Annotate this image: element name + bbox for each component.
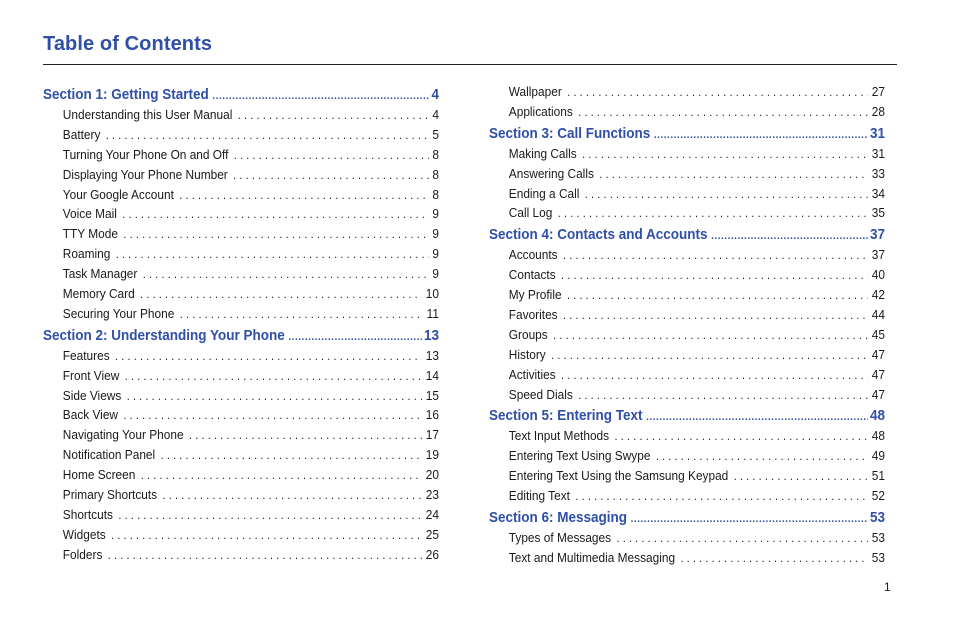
page-ref: 28 (871, 103, 885, 119)
dot-leader (180, 307, 423, 321)
page-ref: 52 (871, 488, 885, 504)
toc-right-column (489, 85, 885, 570)
entry-title: Understanding this User Manual (62, 107, 233, 122)
toc-entry[interactable] (489, 247, 885, 267)
page-ref: 19 (425, 447, 439, 463)
toc-entry[interactable] (489, 387, 885, 407)
page-ref: 48 (869, 407, 885, 425)
page-ref: 37 (869, 226, 885, 244)
entry-title: Your Google Account (62, 186, 174, 202)
dot-leader (115, 349, 422, 363)
page-ref: 44 (871, 307, 885, 323)
dot-leader (122, 207, 428, 221)
entry-title: Editing Text (508, 488, 570, 504)
dot-leader (125, 369, 422, 383)
section-title: Section 4: Contacts and Accounts (489, 226, 708, 244)
dot-leader (567, 288, 868, 302)
dot-leader (680, 551, 868, 565)
entry-title: Wallpaper (508, 84, 562, 99)
entry-title: Applications (508, 103, 573, 119)
entry-title: Answering Calls (508, 165, 594, 181)
dot-leader (646, 411, 868, 423)
dot-leader (561, 368, 868, 382)
dot-leader (238, 108, 429, 122)
entry-title: Call Log (508, 205, 553, 221)
dot-leader (123, 408, 422, 422)
page-ref: 8 (432, 166, 439, 182)
dot-leader (212, 90, 429, 102)
entry-title: Battery (62, 126, 101, 142)
page-ref: 23 (425, 487, 439, 503)
page-ref: 26 (425, 546, 439, 562)
toc-entry[interactable] (43, 427, 439, 447)
dot-leader (582, 147, 868, 161)
toc-entry[interactable] (489, 327, 885, 347)
entry-title: History (508, 346, 546, 362)
page-title: Table of Contents (43, 33, 213, 55)
dot-leader (161, 448, 423, 462)
toc-entry[interactable] (489, 448, 885, 468)
toc-entry[interactable] (43, 107, 439, 127)
page-ref: 47 (871, 346, 885, 362)
page-ref: 24 (425, 506, 439, 522)
dot-leader (654, 129, 868, 141)
entry-title: Speed Dials (508, 386, 573, 402)
entry-title: Types of Messages (508, 530, 612, 546)
dot-leader (563, 248, 868, 262)
entry-title: Groups (508, 326, 548, 342)
entry-title: Ending a Call (508, 185, 580, 201)
dot-leader (561, 268, 868, 282)
entry-title: Side Views (62, 387, 122, 403)
toc-entry[interactable] (489, 550, 885, 570)
toc-entry[interactable] (43, 467, 439, 487)
toc-entry[interactable] (43, 226, 439, 246)
entry-title: Accounts (508, 247, 558, 263)
dot-leader (179, 188, 428, 202)
page-ref: 9 (432, 226, 439, 242)
toc-entry[interactable] (43, 447, 439, 467)
toc-entry[interactable] (43, 507, 439, 527)
entry-title: Making Calls (508, 145, 577, 161)
page-ref: 47 (871, 366, 885, 382)
toc-entry[interactable] (43, 527, 439, 547)
dot-leader (585, 187, 868, 201)
dot-leader (127, 389, 422, 403)
section-title: Section 5: Entering Text (489, 407, 643, 425)
toc-entry[interactable] (43, 368, 439, 388)
toc-entry[interactable] (489, 488, 885, 508)
dot-leader (614, 429, 868, 443)
toc-left-column (43, 85, 439, 567)
entry-title: Notification Panel (62, 447, 156, 463)
entry-title: Activities (508, 366, 556, 382)
page-ref: 49 (871, 448, 885, 464)
toc-entry[interactable] (43, 388, 439, 408)
page-ref: 53 (871, 530, 885, 546)
toc-entry[interactable] (43, 246, 439, 266)
entry-title: Navigating Your Phone (62, 427, 184, 443)
dot-leader (599, 167, 868, 181)
entry-title: Back View (62, 407, 118, 423)
page-ref: 14 (425, 367, 439, 383)
toc-entry[interactable] (43, 127, 439, 147)
page-ref: 31 (869, 124, 885, 142)
page-ref: 33 (871, 165, 885, 181)
dot-leader (558, 206, 868, 220)
toc-entry[interactable] (489, 205, 885, 225)
page-ref: 11 (426, 305, 439, 321)
page-ref: 51 (871, 468, 885, 484)
toc-entry[interactable] (43, 348, 439, 368)
dot-leader (288, 331, 422, 343)
entry-title: Home Screen (62, 467, 136, 483)
section-title: Section 6: Messaging (489, 509, 628, 527)
toc-section-heading[interactable] (489, 125, 885, 146)
dot-leader (553, 328, 868, 342)
dot-leader (563, 308, 868, 322)
page-ref: 53 (869, 509, 885, 527)
page-ref: 10 (425, 286, 439, 302)
page-ref: 13 (423, 326, 439, 344)
toc-entry[interactable] (43, 547, 439, 567)
dot-leader (141, 468, 422, 482)
entry-title: Entering Text Using the Samsung Keypad (508, 468, 729, 484)
entry-title: Text and Multimedia Messaging (508, 549, 676, 565)
toc-entry[interactable] (489, 84, 885, 104)
page-ref: 37 (871, 247, 885, 263)
toc-entry[interactable] (489, 267, 885, 287)
page-ref: 4 (432, 107, 439, 122)
dot-leader (233, 168, 429, 182)
page-ref: 15 (425, 387, 439, 403)
entry-title: Memory Card (62, 286, 135, 302)
toc-entry[interactable] (43, 206, 439, 226)
dot-leader (578, 388, 868, 402)
entry-title: Displaying Your Phone Number (62, 166, 228, 182)
entry-title: Securing Your Phone (62, 305, 175, 321)
toc-entry[interactable] (489, 530, 885, 550)
entry-title: Shortcuts (62, 506, 113, 522)
toc-entry[interactable] (489, 186, 885, 206)
section-title: Section 2: Understanding Your Phone (43, 326, 285, 344)
page-ref: 34 (871, 185, 885, 201)
page-ref: 5 (432, 126, 439, 142)
dot-leader (118, 508, 422, 522)
toc-entry[interactable] (489, 287, 885, 307)
toc-entry[interactable] (489, 428, 885, 448)
dot-leader (123, 227, 428, 241)
toc-entry[interactable] (43, 147, 439, 167)
toc-entry[interactable] (43, 187, 439, 207)
entry-title: Entering Text Using Swype (508, 448, 651, 464)
page-ref: 17 (425, 427, 439, 443)
toc-entry[interactable] (489, 104, 885, 124)
entry-title: My Profile (508, 287, 562, 303)
title-divider (43, 64, 897, 65)
page-ref: 25 (425, 526, 439, 542)
entry-title: Primary Shortcuts (62, 487, 158, 503)
toc-section-heading[interactable] (489, 226, 885, 247)
page-ref: 9 (432, 246, 439, 262)
toc-entry[interactable] (489, 347, 885, 367)
dot-leader (578, 105, 868, 119)
dot-leader (111, 528, 422, 542)
dot-leader (116, 247, 429, 261)
entry-title: Roaming (62, 246, 111, 262)
page-ref: 40 (871, 267, 885, 283)
toc-section-heading[interactable] (489, 407, 885, 428)
entry-title: TTY Mode (62, 226, 118, 242)
toc-entry[interactable] (43, 286, 439, 306)
page-ref: 13 (425, 347, 439, 363)
entry-title: Task Manager (62, 266, 138, 282)
dot-leader (163, 488, 423, 502)
toc-entry[interactable] (489, 468, 885, 488)
dot-leader (234, 148, 429, 162)
page-ref: 9 (432, 206, 439, 222)
entry-title: Features (62, 347, 110, 363)
toc-section-heading[interactable] (43, 86, 439, 107)
page-ref: 53 (871, 549, 885, 565)
entry-title: Text Input Methods (508, 428, 610, 444)
page-ref: 9 (432, 266, 439, 282)
page-ref: 27 (871, 84, 885, 99)
entry-title: Contacts (508, 267, 556, 283)
page-ref: 45 (871, 326, 885, 342)
toc-entry[interactable] (43, 487, 439, 507)
entry-title: Voice Mail (62, 206, 117, 222)
entry-title: Turning Your Phone On and Off (62, 146, 229, 162)
page-ref: 8 (432, 186, 439, 202)
page-ref: 48 (871, 428, 885, 444)
page-ref: 31 (871, 145, 885, 161)
toc-entry[interactable] (43, 306, 439, 326)
page-ref: 4 (431, 86, 439, 103)
toc-entry[interactable] (489, 166, 885, 186)
dot-leader (108, 548, 422, 562)
toc-entry[interactable] (489, 146, 885, 166)
entry-title: Folders (62, 546, 103, 562)
dot-leader (140, 287, 422, 301)
dot-leader (567, 85, 868, 99)
page-ref: 8 (432, 146, 439, 162)
entry-title: Front View (62, 367, 120, 383)
page-ref: 42 (871, 287, 885, 303)
page-ref: 47 (871, 386, 885, 402)
dot-leader (616, 531, 868, 545)
section-title: Section 1: Getting Started (43, 86, 209, 103)
page-ref: 16 (425, 407, 439, 423)
section-title: Section 3: Call Functions (489, 124, 651, 142)
toc-entry[interactable] (489, 307, 885, 327)
page-ref: 35 (871, 205, 885, 221)
dot-leader (631, 513, 869, 525)
dot-leader (551, 348, 868, 362)
entry-title: Widgets (62, 526, 106, 542)
page-number: 1 (884, 580, 891, 594)
toc-section-heading[interactable] (43, 327, 439, 348)
dot-leader (734, 469, 868, 483)
dot-leader (189, 428, 422, 442)
dot-leader (143, 267, 429, 281)
toc-entry[interactable] (43, 266, 439, 286)
toc-entry[interactable] (43, 407, 439, 427)
dot-leader (575, 489, 868, 503)
dot-leader (711, 230, 868, 242)
entry-title: Favorites (508, 307, 558, 323)
toc-entry[interactable] (43, 167, 439, 187)
dot-leader (656, 449, 868, 463)
page-ref: 20 (425, 467, 439, 483)
dot-leader (106, 128, 429, 142)
toc-entry[interactable] (489, 367, 885, 387)
toc-section-heading[interactable] (489, 509, 885, 530)
